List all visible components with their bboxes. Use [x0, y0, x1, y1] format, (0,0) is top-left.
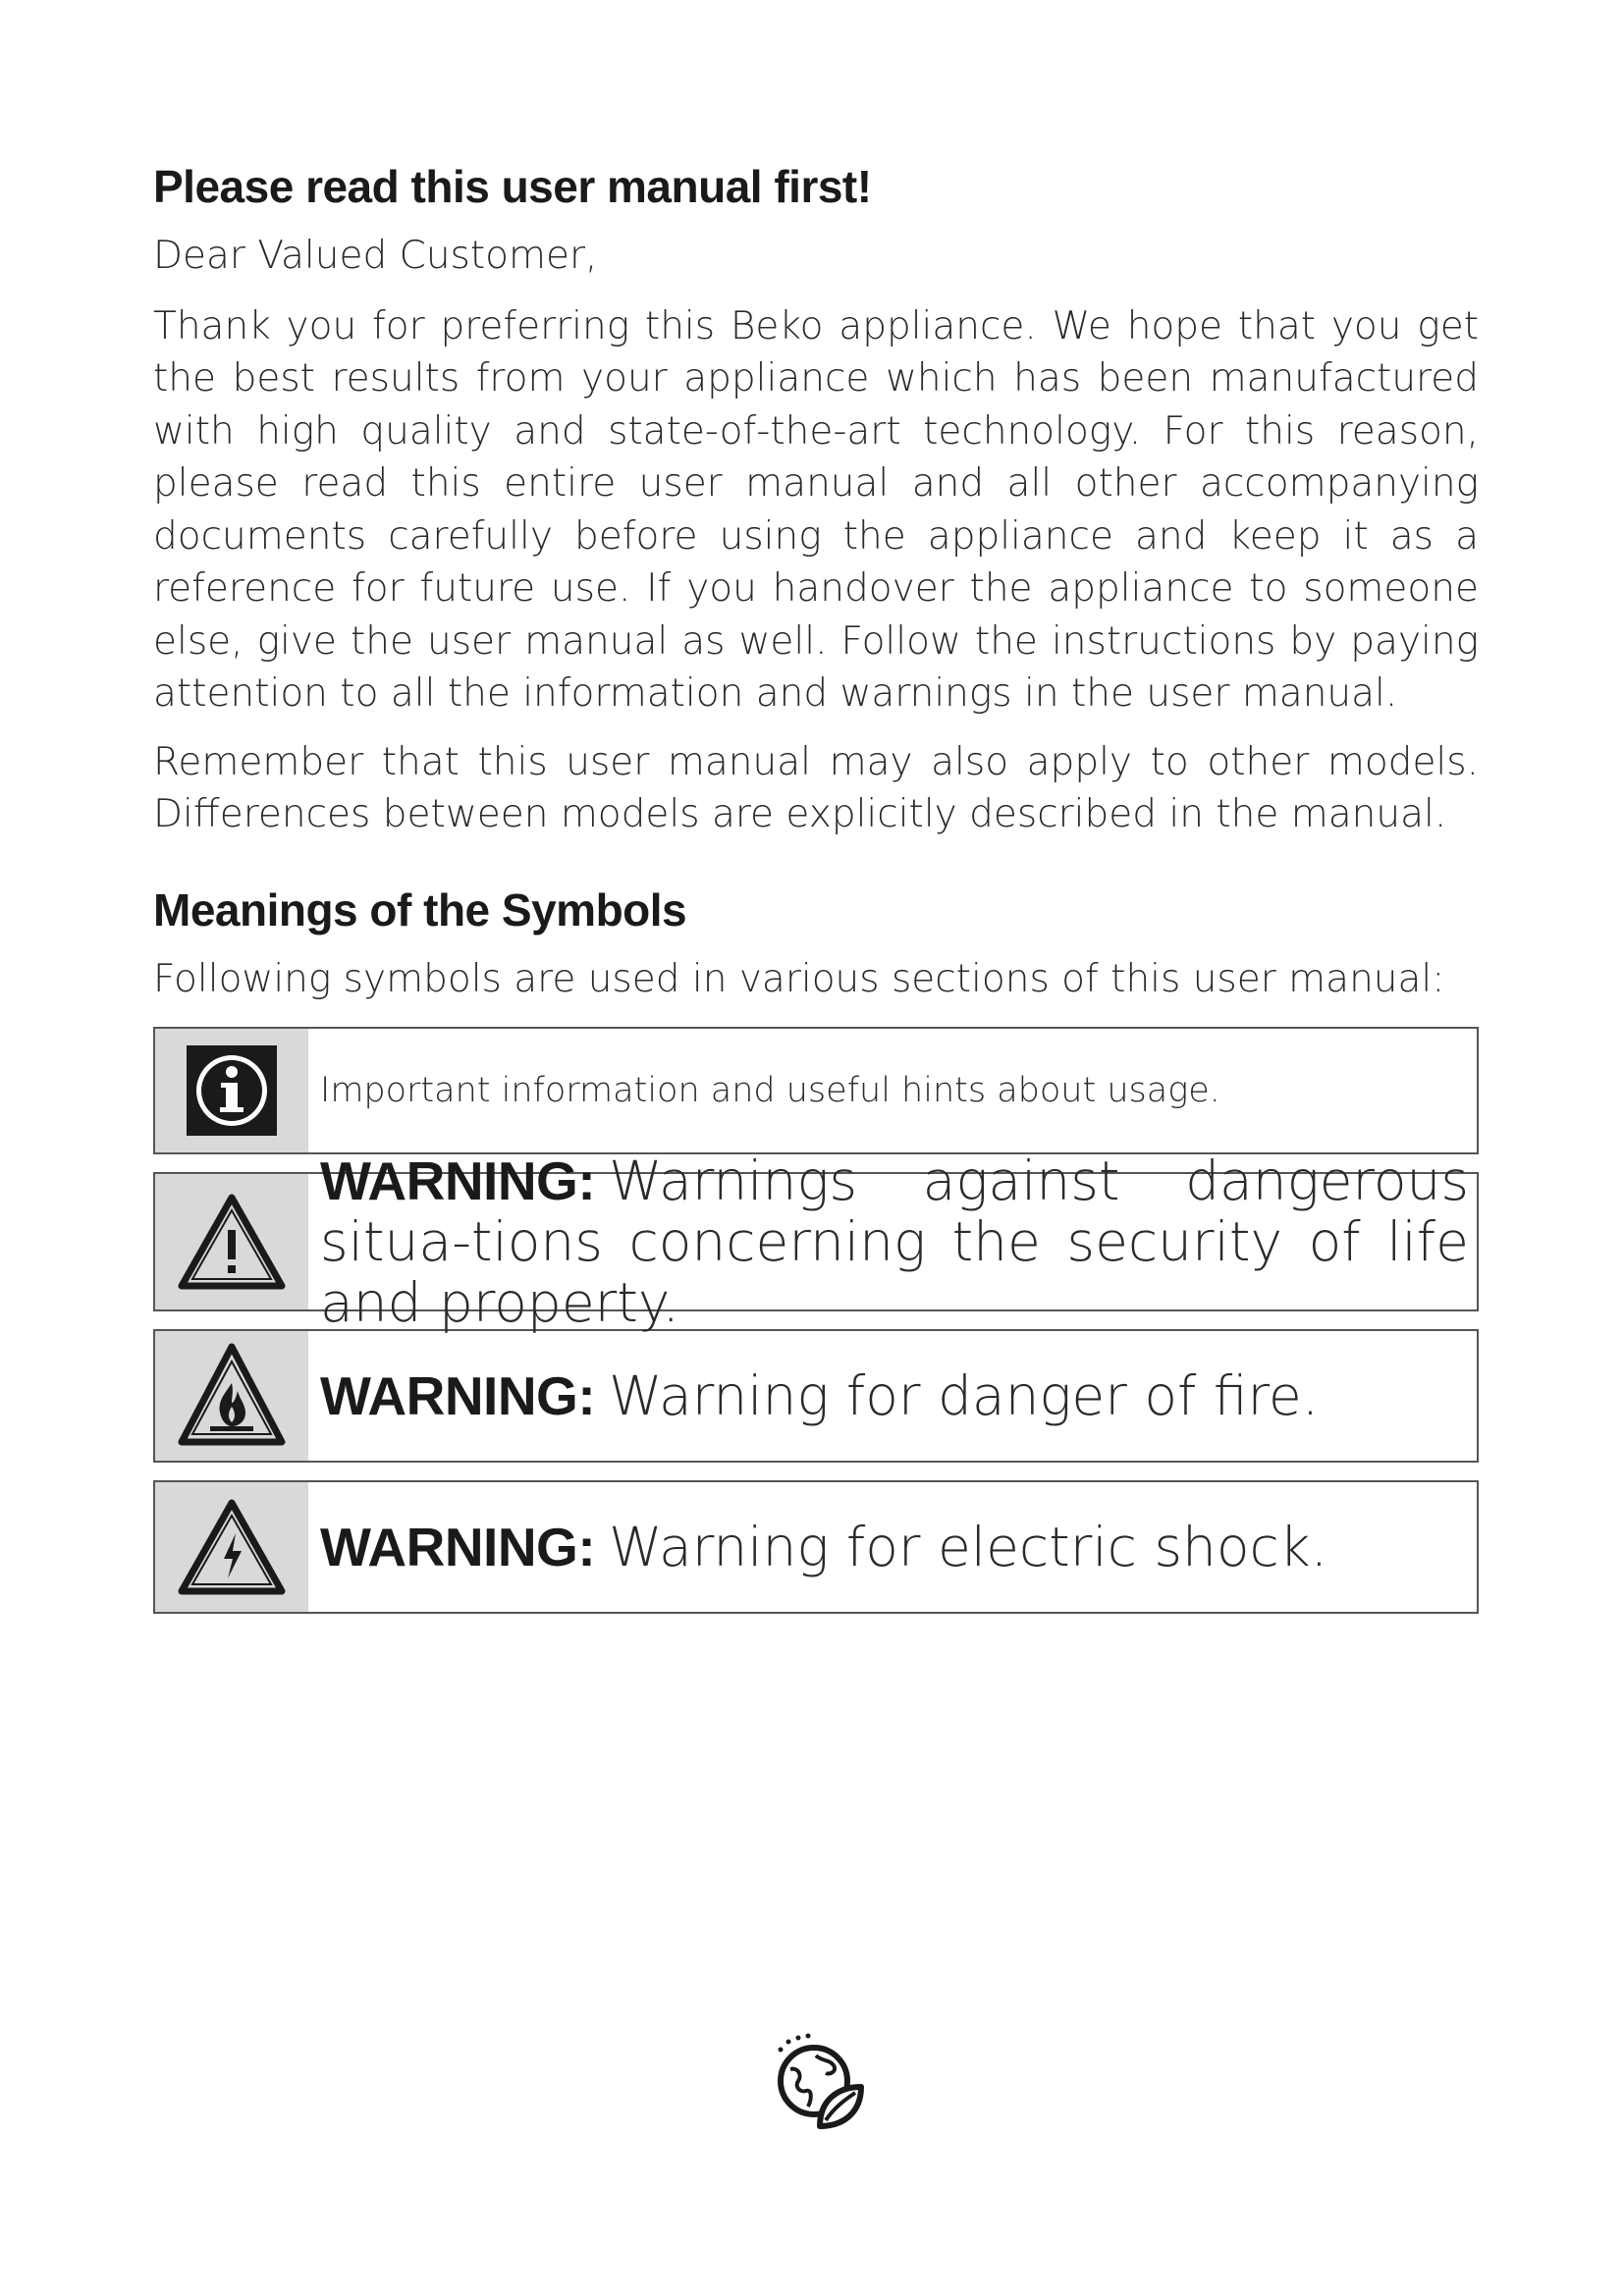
symbol-row-warning: [153, 1149, 1479, 1334]
manual-page: [153, 157, 1479, 1631]
info-icon: [187, 1045, 277, 1136]
symbols-lead-text: Following symbols are used in various sections of this user manual:: [153, 956, 1445, 1001]
symbol-description: [308, 1482, 1477, 1612]
warning-text-block: [320, 1150, 1469, 1333]
page-title: Please read this user manual first!: [153, 161, 872, 212]
symbol-row-fire: [153, 1329, 1479, 1463]
warning-exclamation-icon: [177, 1193, 287, 1291]
fire-warning-label: WARNING:: [320, 1365, 596, 1426]
fire-warning-text: Warning for danger of fire.: [609, 1364, 1320, 1427]
symbol-icon-cell: [155, 1174, 308, 1309]
symbol-row-info: [153, 1027, 1479, 1154]
eco-globe-leaf-icon: [769, 2030, 867, 2138]
symbol-row-electric-shock: [153, 1480, 1479, 1614]
warning-description-text: Warnings against dangerous situa-tions concerning the security of life and property.: [320, 1149, 1469, 1334]
greeting: Dear Valued Customer,: [153, 234, 598, 278]
intro-paragraph-2: Remember that this user manual may also apply to other models. Differences between models are explicitly described in the manual.: [153, 739, 1479, 836]
symbols-table: [153, 1027, 1479, 1614]
electric-shock-warning-icon: [177, 1498, 287, 1596]
electric-warning-label: WARNING:: [320, 1517, 596, 1577]
symbol-icon-cell: [155, 1331, 308, 1461]
symbol-description: [308, 1331, 1477, 1461]
symbols-section-title: Meanings of the Symbols: [153, 883, 687, 935]
symbol-description: [308, 1029, 1477, 1152]
intro-paragraph-1: Thank you for preferring this Beko appliance. We hope that you get the best results from your appliance which has been manufactured with high quality and state-of-the-art technology. For this reason, please read this entire user manual and all other accompanying documents carefully before using the appliance and keep it as a reference for future use. If you handover the appliance to someone else, give the user manual as well. Follow the instructions by paying attention to all the information and warnings in the user manual.: [153, 303, 1479, 716]
symbol-icon-cell: [155, 1029, 308, 1152]
fire-warning-icon: [177, 1342, 287, 1450]
info-description-text: Important information and useful hints about usage.: [320, 1071, 1220, 1110]
symbol-description: [308, 1149, 1477, 1334]
warning-label: WARNING:: [320, 1150, 596, 1211]
symbol-icon-cell: [155, 1482, 308, 1612]
electric-warning-text: Warning for electric shock.: [609, 1516, 1328, 1578]
